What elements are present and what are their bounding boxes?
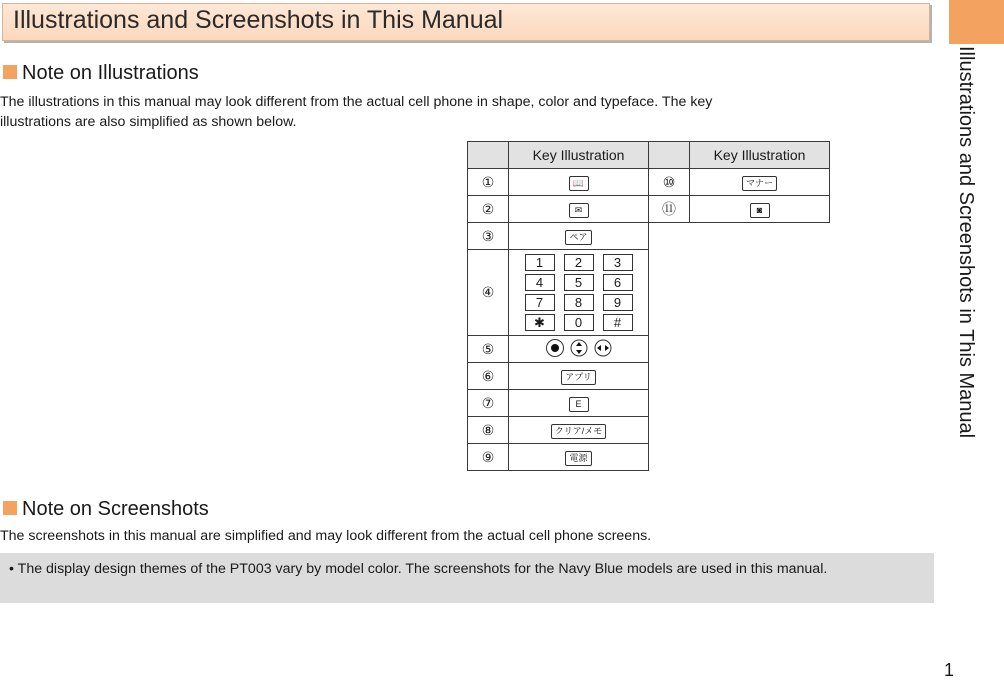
illustrations-heading: Note on Illustrations [3, 62, 199, 85]
row-number: ⑧ [468, 417, 509, 444]
side-chapter-label: Illustrations and Screenshots in This Manual [955, 46, 977, 439]
call-pair-key-icon: ペア [565, 230, 591, 245]
heading-square-icon [3, 65, 17, 79]
dial-key-2-icon: 2 [564, 254, 594, 271]
screenshots-heading: Note on Screenshots [3, 498, 209, 521]
row-number: ② [468, 196, 509, 223]
power-key-icon: 電源 [565, 451, 591, 466]
table-header: Key Illustration [509, 142, 649, 169]
screenshots-paragraph: The screenshots in this manual are simplified and may look different from the actual cell phone screens. [0, 528, 652, 544]
row-number: ⑨ [468, 444, 509, 471]
app-key-icon: アプリ [561, 370, 596, 385]
dial-key-hash-icon: # [603, 314, 633, 331]
left-right-key-icon [594, 339, 612, 357]
dial-key-star-icon: ✱ [525, 314, 555, 331]
dial-key-1-icon: 1 [525, 254, 555, 271]
dial-key-3-icon: 3 [603, 254, 633, 271]
key-illustration-table [467, 141, 830, 471]
page-title-bar [2, 3, 930, 41]
center-key-icon [546, 339, 564, 357]
page-number: 1 [944, 660, 955, 680]
ez-key-icon: E [569, 397, 589, 412]
phonebook-key-icon: 📖 [569, 176, 589, 191]
clear-memo-key-icon: クリア/メモ [551, 424, 607, 439]
row-number: ③ [468, 223, 509, 250]
camera-key-icon: ◙ [750, 203, 770, 218]
page-title: Illustrations and Screenshots in This Manual [13, 6, 504, 34]
dial-key-0-icon: 0 [564, 314, 594, 331]
illustrations-paragraph: The illustrations in this manual may look different from the actual cell phone in shape, color and typeface. The key illustrations are also simplified as shown below. [0, 94, 713, 130]
heading-square-icon [3, 501, 17, 515]
navigation-keys [546, 339, 612, 357]
chapter-tab [949, 0, 1004, 44]
table-header-blank [649, 142, 690, 169]
dial-key-8-icon: 8 [564, 294, 594, 311]
row-number: ⑦ [468, 390, 509, 417]
note-box [0, 553, 934, 603]
mail-key-icon: ✉ [569, 203, 589, 218]
dial-key-4-icon: 4 [525, 274, 555, 291]
up-down-key-icon [570, 339, 588, 357]
note-text: • The display design themes of the PT003 vary by model color. The screenshots for the Navy Blue models are used in this manual. [9, 561, 828, 577]
row-number: ① [468, 169, 509, 196]
dial-key-7-icon: 7 [525, 294, 555, 311]
row-number: ⑥ [468, 363, 509, 390]
dial-key-6-icon: 6 [603, 274, 633, 291]
side-chapter-title [954, 46, 994, 439]
table-header: Key Illustration [690, 142, 830, 169]
row-number: ⑩ [649, 169, 690, 196]
row-number: ④ [468, 250, 509, 336]
dial-key-9-icon: 9 [603, 294, 633, 311]
dial-keys [509, 250, 648, 335]
manner-key-icon: マナー [742, 176, 777, 191]
table-header-blank [468, 142, 509, 169]
row-number: ⑪ [649, 196, 690, 223]
dial-key-5-icon: 5 [564, 274, 594, 291]
row-number: ⑤ [468, 336, 509, 363]
